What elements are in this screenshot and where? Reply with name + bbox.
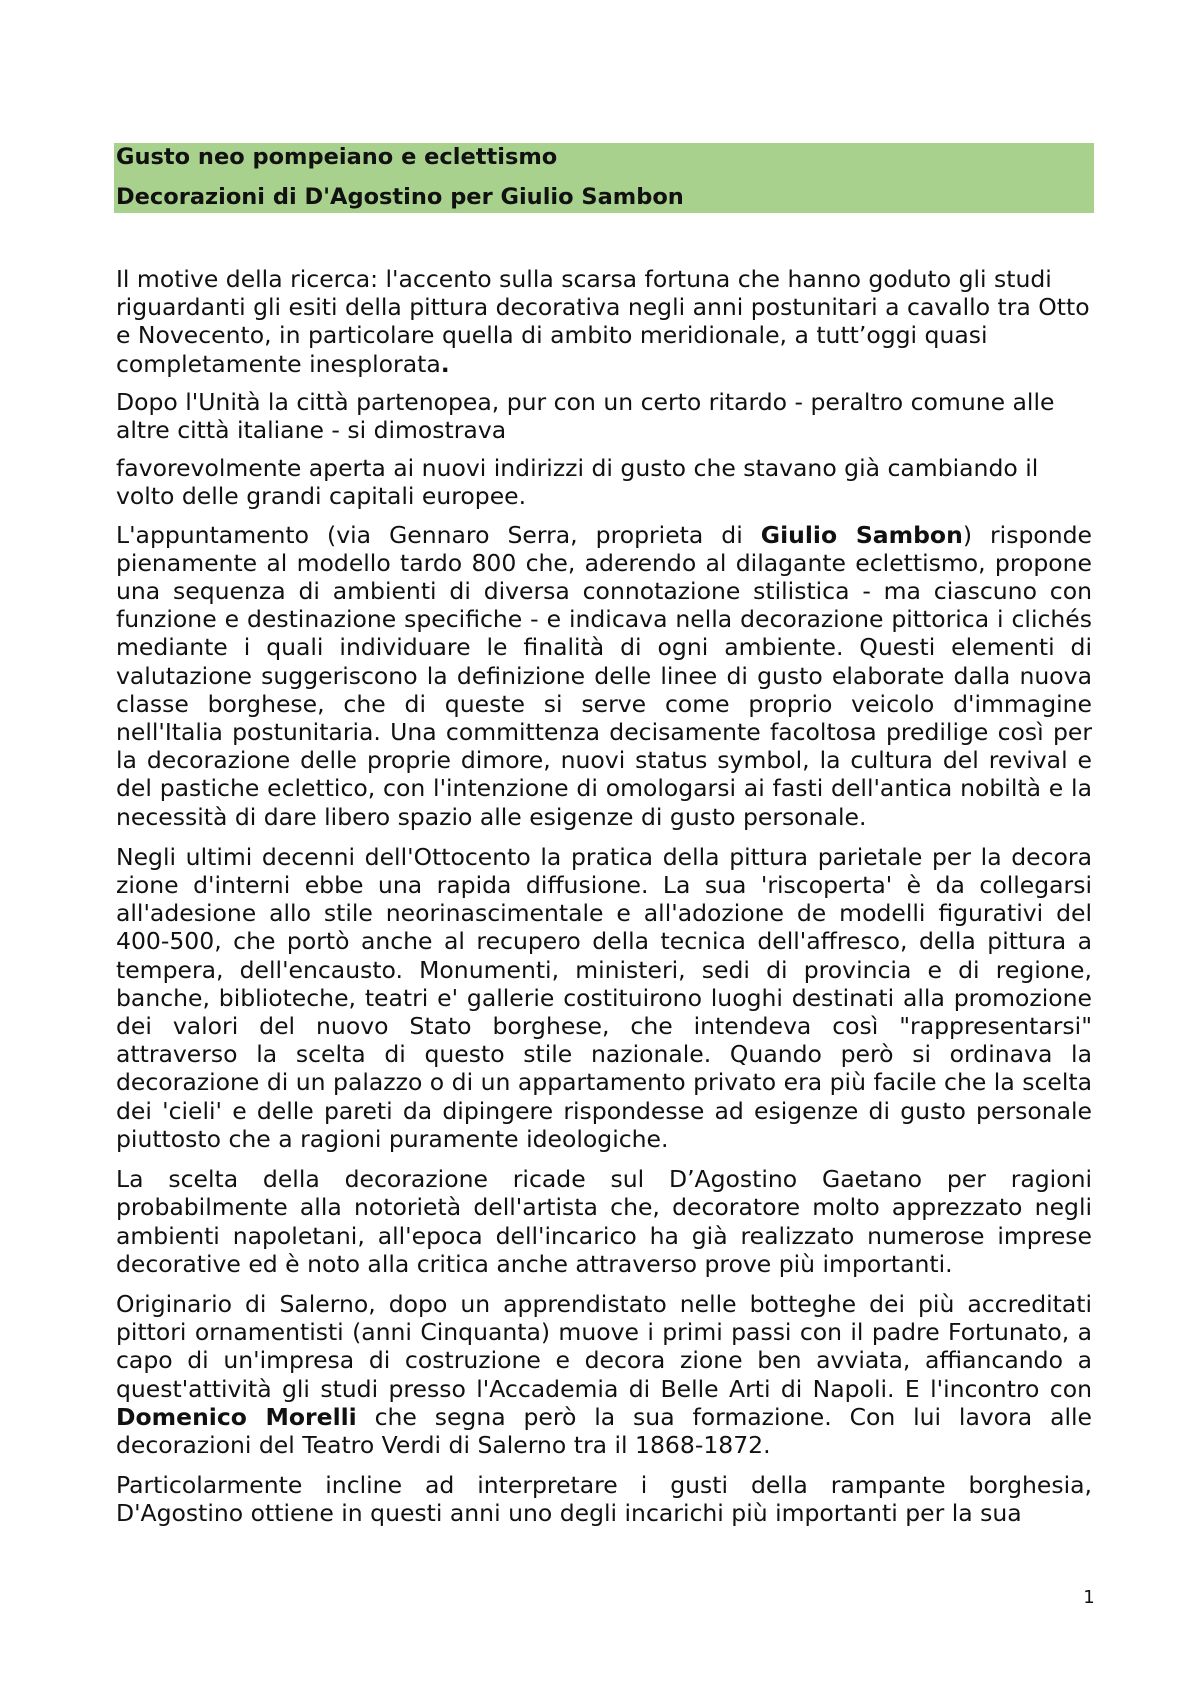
- paragraph-origins-salerno: [116, 1290, 1092, 1459]
- document-body: [116, 265, 1092, 1540]
- paragraph-apartment-sambon: [116, 521, 1092, 831]
- title-highlight-band: [114, 143, 1094, 213]
- paragraph-research-motive: [116, 265, 1092, 378]
- paragraph-after-unity: Dopo l'Unità la città partenopea, pur con un certo ritardo - peraltro comune alle altre città italiane - si dimostrava: [116, 387, 1055, 445]
- paragraph-text: Originario di Salerno, dopo un apprendistato nelle botteghe dei più accreditati pittori ornamentisti (anni Cinquanta) muove i primi passi con il padre Fortunato, a capo di un'impresa di costruzione e decora zione ben avviata, affiancando a quest'attività gli studi presso l'Accademia di Belle Arti di Napoli. E l'incontro con: [116, 1289, 1092, 1403]
- paragraph-text: che segna però la sua formazione. Con lui lavora alle decorazioni del Teatro Verdi di Salerno tra il 1868-1872.: [116, 1402, 1092, 1459]
- paragraph-text: L'appuntamento (via Gennaro Serra, proprieta di: [116, 520, 761, 549]
- paragraph-open-to-taste: favorevolmente aperta ai nuovi indirizzi di gusto che stavano già cambiando il volto delle grandi capitali europee.: [116, 454, 1039, 511]
- paragraph-period: .: [440, 349, 450, 378]
- bold-name-giulio-sambon: Giulio Sambon: [760, 520, 963, 549]
- bold-name-domenico-morelli: Domenico Morelli: [116, 1402, 357, 1431]
- page-number: 1: [1083, 1587, 1095, 1608]
- paragraph-bourgeoisie: Particolarmente incline ad interpretare i gusti della rampante borghesia, D'Agostino ottiene in questi anni uno degli incarichi più importanti per la sua: [116, 1471, 1092, 1528]
- document-subtitle: Decorazioni di D'Agostino per Giulio Sambon: [116, 184, 684, 210]
- paragraph-text: ) risponde pienamente al modello tardo 800 che, aderendo al dilagante eclettismo, propone una sequenza di ambienti di diversa connotazione stilistica - ma ciascuno con funzione e destinazione specifiche - e indicava nella decorazione pittorica i clichés mediante i quali individuare le finalità di ogni ambiente. Questi elementi di valutazione suggeriscono la definizione delle linee di gusto elaborate dalla nuova classe borghese, che di queste si serve come proprio veicolo d'immagine nell'Italia postunitaria. Una committenza decisamente facoltosa predilige così per la decorazione delle proprie dimore, nuovi status symbol, la cultura del revival e del pastiche eclettico, con l'intenzione di omologarsi ai fasti dell'antica nobiltà e la necessità di dare libero spazio alle esigenze di gusto personale.: [116, 520, 1093, 831]
- paragraph-text: Il motive della ricerca: l'accento sulla scarsa fortuna che hanno goduto gli studi riguardanti gli esiti della pittura decorativa negli anni postunitari a cavallo tra Otto e Novecento, in particolare quella di ambito meridionale, a tutt’oggi quasi completamente inesplorata: [116, 265, 1090, 378]
- document-title: Gusto neo pompeiano e eclettismo: [116, 144, 558, 170]
- paragraph-choice-dagostino: La scelta della decorazione ricade sul D’Agostino Gaetano per ragioni probabilmente alla notorietà dell'artista che, decoratore molto apprezzato negli ambienti napoletani, all'epoca dell'incarico ha già realizzato numerose imprese decorative ed è noto alla critica anche attraverso prove più importanti.: [116, 1165, 1092, 1278]
- paragraph-wall-painting: Negli ultimi decenni dell'Ottocento la pratica della pittura parietale per la decora zione d'interni ebbe una rapida diffusione. La sua 'riscoperta' è da collegarsi all'adesione allo stile neorinascimentale e all'adozione de modelli figurativi del 400-500, che portò anche al recupero della tecnica dell'affresco, della pittura a tempera, dell'encausto. Monumenti, ministeri, sedi di provincia e di regione, banche, biblioteche, teatri e' gallerie costituirono luoghi destinati alla promozione dei valori del nuovo Stato borghese, che intendeva così "rappresentarsi" attraverso la scelta di questo stile nazionale. Quando però si ordinava la decorazione di un palazzo o di un appartamento privato era più facile che la scelta dei 'cieli' e delle pareti da dipingere rispondesse ad esigenze di gusto personale piuttosto che a ragioni puramente ideologiche.: [116, 842, 1092, 1153]
